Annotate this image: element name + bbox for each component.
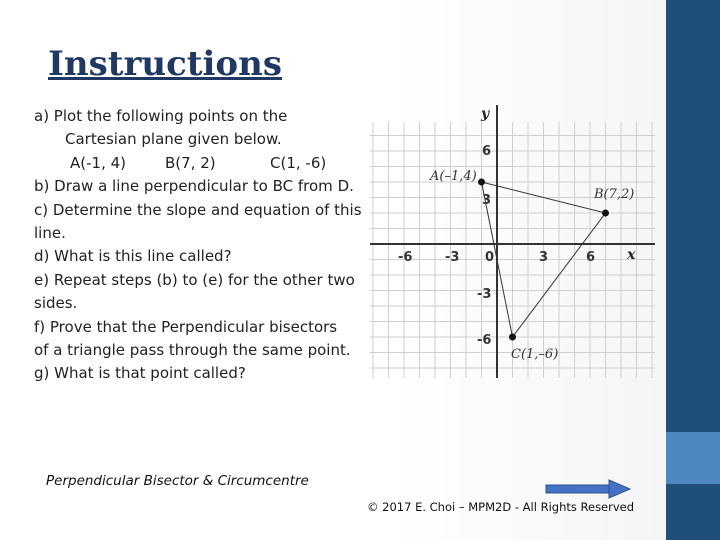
instruction-e: e) Repeat steps (b) to (e) for the other two <box>34 270 355 289</box>
y-axis-label: y <box>481 106 490 122</box>
instruction-f: f) Prove that the Perpendicular bisectors <box>34 317 338 336</box>
cartesian-plane <box>370 100 660 380</box>
point-b-text: B(7, 2) <box>165 153 216 172</box>
instruction-g: g) What is that point called? <box>34 364 246 383</box>
point-b-label: B(7,2) <box>594 187 635 202</box>
x-tick-label: -3 <box>445 250 460 265</box>
y-tick-label: 6 <box>482 144 492 159</box>
y-tick-label: -3 <box>477 287 492 302</box>
instructions-text <box>34 105 379 386</box>
next-arrow-icon[interactable] <box>545 478 631 500</box>
instruction-a-cont: Cartesian plane given below. <box>65 130 282 149</box>
x-tick-label: 0 <box>485 250 495 265</box>
point-c-label: C(1,–6) <box>511 347 559 362</box>
x-tick-label: 6 <box>586 250 596 265</box>
point-a-text: A(-1, 4) <box>70 153 127 172</box>
points-list <box>34 152 379 175</box>
instruction-a: a) Plot the following points on the <box>34 107 288 125</box>
instruction-c: c) Determine the slope and equation of this <box>34 200 362 219</box>
y-tick-label: 3 <box>482 193 492 208</box>
x-axis-label: x <box>627 247 636 263</box>
y-tick-label: -6 <box>477 333 492 348</box>
point-c-marker <box>509 334 516 341</box>
point-b-marker <box>602 210 609 217</box>
x-tick-label: 3 <box>539 250 549 265</box>
instruction-e-cont: sides. <box>34 294 78 313</box>
sidebar-decoration <box>666 0 720 540</box>
instruction-b: b) Draw a line perpendicular to BC from D. <box>34 177 354 196</box>
footer-topic: Perpendicular Bisector & Circumcentre <box>46 473 309 489</box>
point-a-marker <box>478 179 485 186</box>
page-title: Instructions <box>48 44 282 84</box>
sidebar-accent-block <box>666 432 720 484</box>
copyright-text: © 2017 E. Choi – MPM2D - All Rights Reserved <box>367 500 635 514</box>
instruction-c-cont: line. <box>34 224 66 243</box>
x-tick-label: -6 <box>398 250 413 265</box>
point-c-text: C(1, -6) <box>270 153 327 172</box>
instruction-f-cont: of a triangle pass through the same point. <box>34 341 351 360</box>
point-a-label: A(–1,4) <box>430 169 477 184</box>
instruction-d: d) What is this line called? <box>34 247 232 266</box>
